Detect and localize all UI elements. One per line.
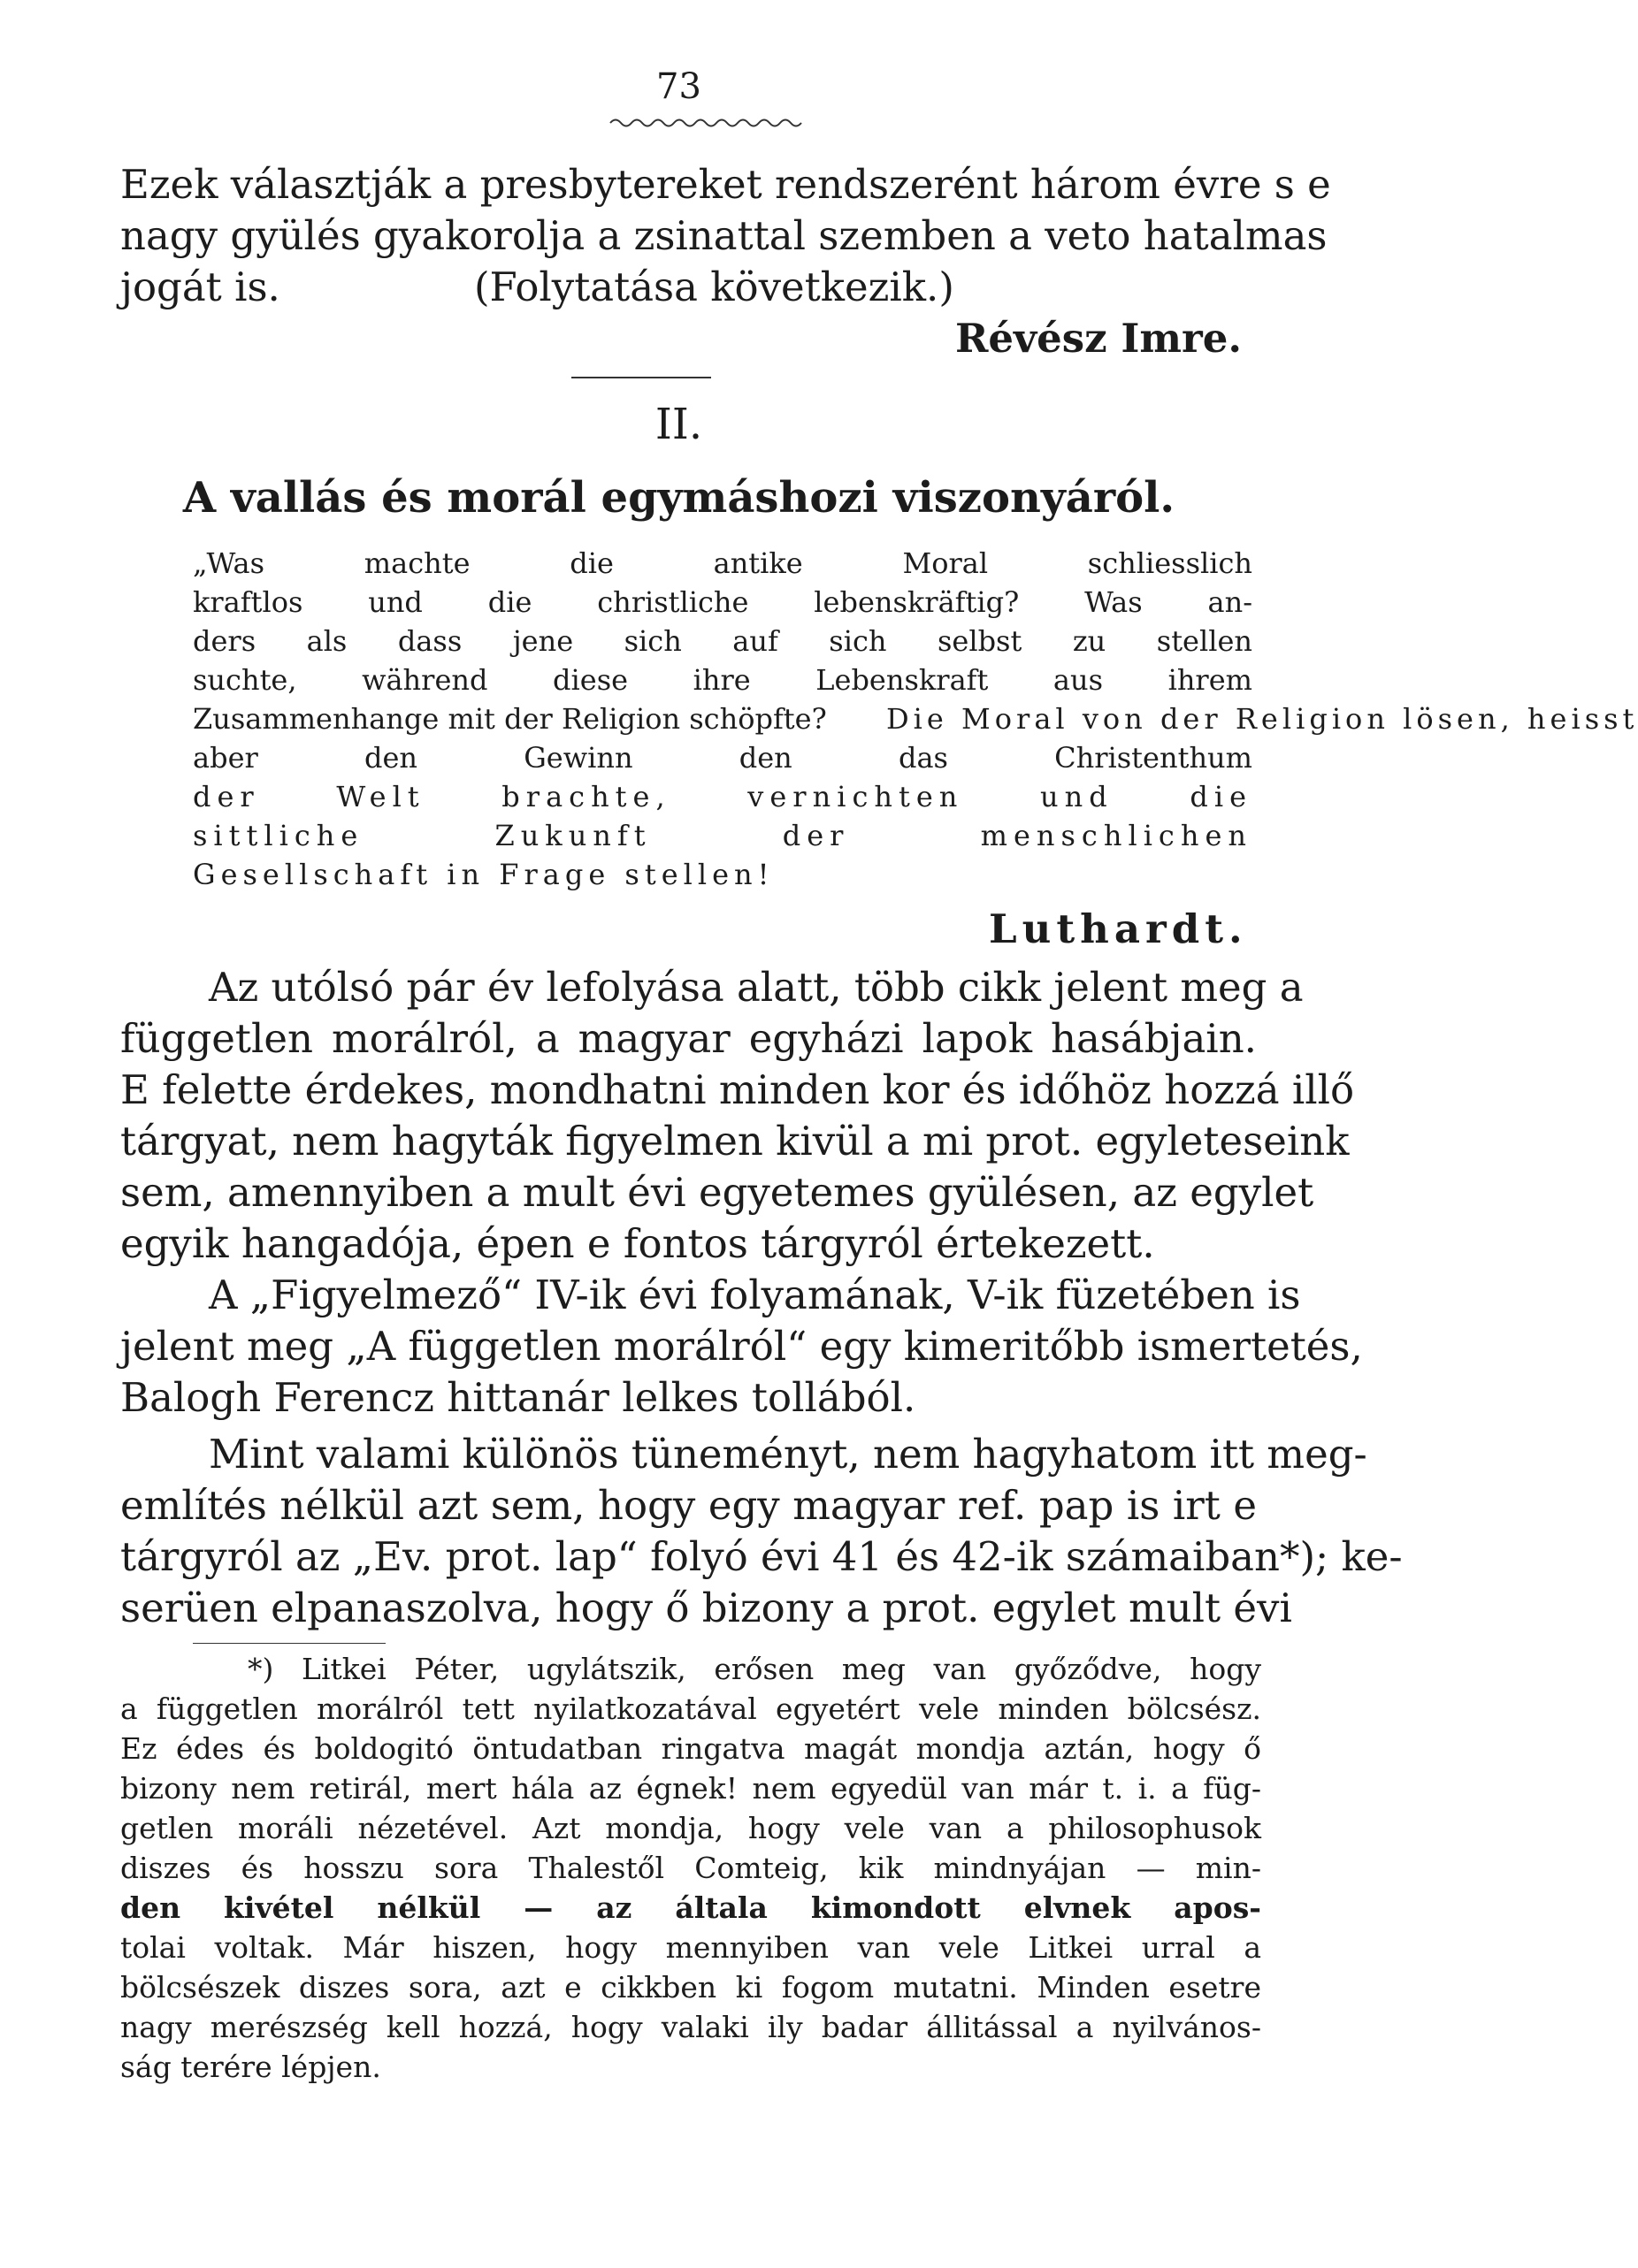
body-line-8: jelent meg „A független morálról“ egy kimeritőbb ismertetés, xyxy=(120,1323,1363,1370)
section-divider xyxy=(571,377,711,378)
footnote-line-10: nagy merészség kell hozzá, hogy valaki ily badar állitással a nyilvános- xyxy=(120,2010,1261,2044)
epigraph-line-3: ders als dass jene sich auf sich selbst zu stellen xyxy=(193,624,1252,658)
continuation-note: (Folytatása következik.) xyxy=(474,263,954,310)
footnote-line-8: tolai voltak. Már hiszen, hogy mennyiben van vele Litkei urral a xyxy=(120,1930,1261,1965)
epigraph-line-6: Die Moral von der Religion lösen, heisst xyxy=(886,702,1638,736)
footnote-line-4: bizony nem retirál, mert hála az égnek! nem egyedül van már t. i. a füg- xyxy=(120,1771,1261,1806)
footnote-line-2: a független morálról tett nyilatkozatával egyetért vele minden bölcsész. xyxy=(120,1691,1261,1726)
section-number: II. xyxy=(654,400,703,449)
body-line-6: egyik hangadója, épen e fontos tárgyról értekezett. xyxy=(120,1220,1155,1267)
intro-line-3: jogát is. xyxy=(120,263,280,310)
body-line-10: Mint valami különös tüneményt, nem hagyhatom itt meg- xyxy=(209,1431,1367,1478)
page-number: 73 xyxy=(656,66,701,107)
epigraph-line-9: sittliche Zukunft der menschlichen xyxy=(193,819,1252,852)
body-line-3: E felette érdekes, mondhatni minden kor és időhöz hozzá illő xyxy=(120,1066,1355,1113)
footnote-line-6: diszes és hosszu sora Thalestől Comteig, kik mindnyájan — min- xyxy=(120,1851,1261,1885)
body-line-4: tárgyat, nem hagyták figyelmen kivül a mi prot. egyleteseink xyxy=(120,1118,1350,1165)
body-line-13: serüen elpanaszolva, hogy ő bizony a prot. egylet mult évi xyxy=(120,1585,1292,1631)
ornament-divider xyxy=(610,117,805,129)
intro-line-2: nagy gyülés gyakorolja a zsinattal szemben a veto hatalmas xyxy=(120,212,1328,259)
body-line-5: sem, amennyiben a mult évi egyetemes gyülésen, az egylet xyxy=(120,1169,1314,1216)
footnote-line-7: den kivétel nélkül — az általa kimondott elvnek apos- xyxy=(120,1890,1261,1925)
footnote-line-3: Ez édes és boldogitó öntudatban ringatva magát mondja aztán, hogy ő xyxy=(120,1731,1261,1766)
section-title: A vallás és morál egymáshozi viszonyáról. xyxy=(182,473,1175,523)
epigraph-line-7: aber den Gewinn den das Christenthum xyxy=(193,741,1252,775)
epigraph-line-5: Zusammenhange mit der Religion schöpfte? xyxy=(193,702,827,736)
epigraph-author: Luthardt. xyxy=(989,905,1248,952)
author-signature: Révész Imre. xyxy=(955,315,1243,362)
body-line-12: tárgyról az „Ev. prot. lap“ folyó évi 41 és 42-ik számaiban*); ke- xyxy=(120,1533,1403,1580)
footnote-rule xyxy=(193,1643,386,1644)
footnote-line-11: ság terére lépjen. xyxy=(120,2050,381,2084)
body-line-9: Balogh Ferencz hittanár lelkes tollából. xyxy=(120,1374,916,1421)
footnote-line-5: getlen moráli nézetével. Azt mondja, hogy vele van a philosophusok xyxy=(120,1811,1261,1845)
footnote-line-1: *) Litkei Péter, ugylátszik, erősen meg van győződve, hogy xyxy=(248,1652,1261,1686)
epigraph-line-4: suchte, während diese ihre Lebenskraft aus ihrem xyxy=(193,663,1252,697)
body-line-1: Az utólsó pár év lefolyása alatt, több cikk jelent meg a xyxy=(209,964,1304,1011)
epigraph-line-2: kraftlos und die christliche lebenskräftig? Was an- xyxy=(193,585,1252,619)
body-line-11: említés nélkül azt sem, hogy egy magyar ref. pap is irt e xyxy=(120,1482,1257,1529)
footnote-line-9: bölcsészek diszes sora, azt e cikkben ki fogom mutatni. Minden esetre xyxy=(120,1970,1261,2005)
epigraph-line-10: Gesellschaft in Frage stellen! xyxy=(193,858,775,891)
body-line-7: A „Figyelmező“ IV-ik évi folyamának, V-ik füzetében is xyxy=(209,1271,1301,1318)
intro-line-1: Ezek választják a presbytereket rendszerént három évre s e xyxy=(120,161,1331,208)
epigraph-line-8: der Welt brachte, vernichten und die xyxy=(193,780,1252,813)
epigraph-line-1: „Was machte die antike Moral schliesslich xyxy=(193,546,1252,580)
body-line-2: független morálról, a magyar egyházi lapok hasábjain. xyxy=(120,1015,1257,1062)
